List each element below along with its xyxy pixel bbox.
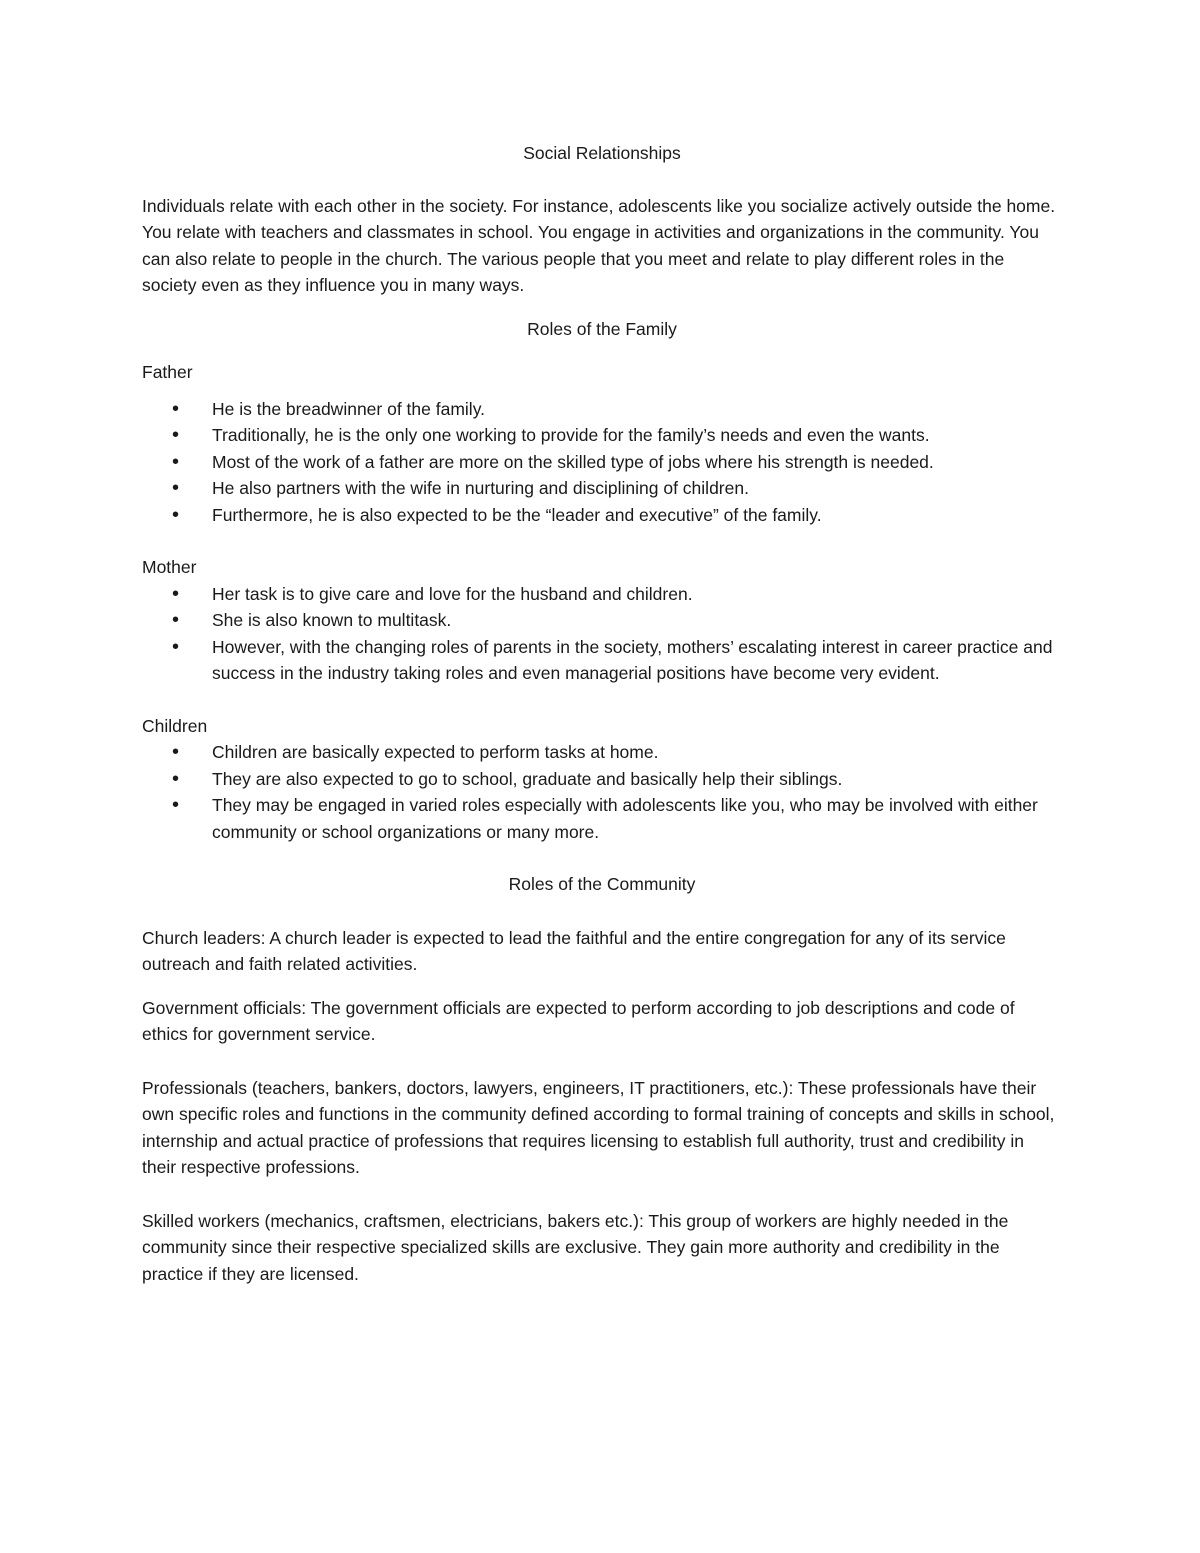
family-heading: Roles of the Family bbox=[527, 318, 677, 339]
intro-paragraph: Individuals relate with each other in the society. For instance, adolescents like you socialize actively outside the home. You relate with teachers and classmates in school. You engage in activities and organizations in the community. You can also relate to people in the church. The various people that you meet and relate to play different roles in the society even as they influence you in many ways. bbox=[142, 195, 1056, 295]
government-officials-paragraph: Government officials: The government officials are expected to perform according to job descriptions and code of ethics for government service. bbox=[142, 997, 1015, 1044]
father-label: Father bbox=[142, 362, 193, 382]
document-page bbox=[142, 140, 1062, 1304]
community-heading: Roles of the Community bbox=[508, 874, 696, 894]
list-item: • Most of the work of a father are more on the skilled type of jobs where his strength is needed. bbox=[142, 449, 1062, 476]
list-item: • They are also expected to go to school, graduate and basically help their siblings. bbox=[142, 766, 1062, 793]
list-item: • Traditionally, he is the only one working to provide for the family’s needs and even the wants. bbox=[142, 422, 1062, 449]
mother-label: Mother bbox=[142, 557, 197, 577]
professionals-paragraph: Professionals (teachers, bankers, doctors, lawyers, engineers, IT practitioners, etc.): These professionals have their own specific roles and functions in the community defined according to formal training of concepts and skills in school, internship and actual practice of professions that requires licensing to establish full authority, trust and credibility in their respective professions. bbox=[142, 1077, 1055, 1177]
father-list bbox=[142, 396, 1062, 529]
list-item: • She is also known to multitask. bbox=[142, 607, 1062, 634]
children-list bbox=[142, 739, 1062, 845]
mother-list bbox=[142, 581, 1062, 687]
list-item: • Furthermore, he is also expected to be the “leader and executive” of the family. bbox=[142, 502, 1062, 529]
list-item: • However, with the changing roles of parents in the society, mothers’ escalating interest in career practice and success in the industry taking roles and even managerial positions have become very evident. bbox=[142, 634, 1062, 687]
document-title: Social Relationships bbox=[523, 143, 681, 163]
list-item: • They may be engaged in varied roles especially with adolescents like you, who may be involved with either community or school organizations or many more. bbox=[142, 792, 1062, 845]
list-item: • Children are basically expected to perform tasks at home. bbox=[142, 739, 1062, 766]
list-item: • He is the breadwinner of the family. bbox=[142, 396, 1062, 423]
church-leaders-paragraph: Church leaders: A church leader is expected to lead the faithful and the entire congregation for any of its service outreach and faith related activities. bbox=[142, 927, 1006, 974]
list-item: • Her task is to give care and love for the husband and children. bbox=[142, 581, 1062, 608]
list-item: • He also partners with the wife in nurturing and disciplining of children. bbox=[142, 475, 1062, 502]
children-label: Children bbox=[142, 715, 208, 736]
skilled-workers-paragraph: Skilled workers (mechanics, craftsmen, electricians, bakers etc.): This group of workers are highly needed in the community since their respective specialized skills are exclusive. They gain more authority and credibility in the practice if they are licensed. bbox=[142, 1210, 1009, 1284]
